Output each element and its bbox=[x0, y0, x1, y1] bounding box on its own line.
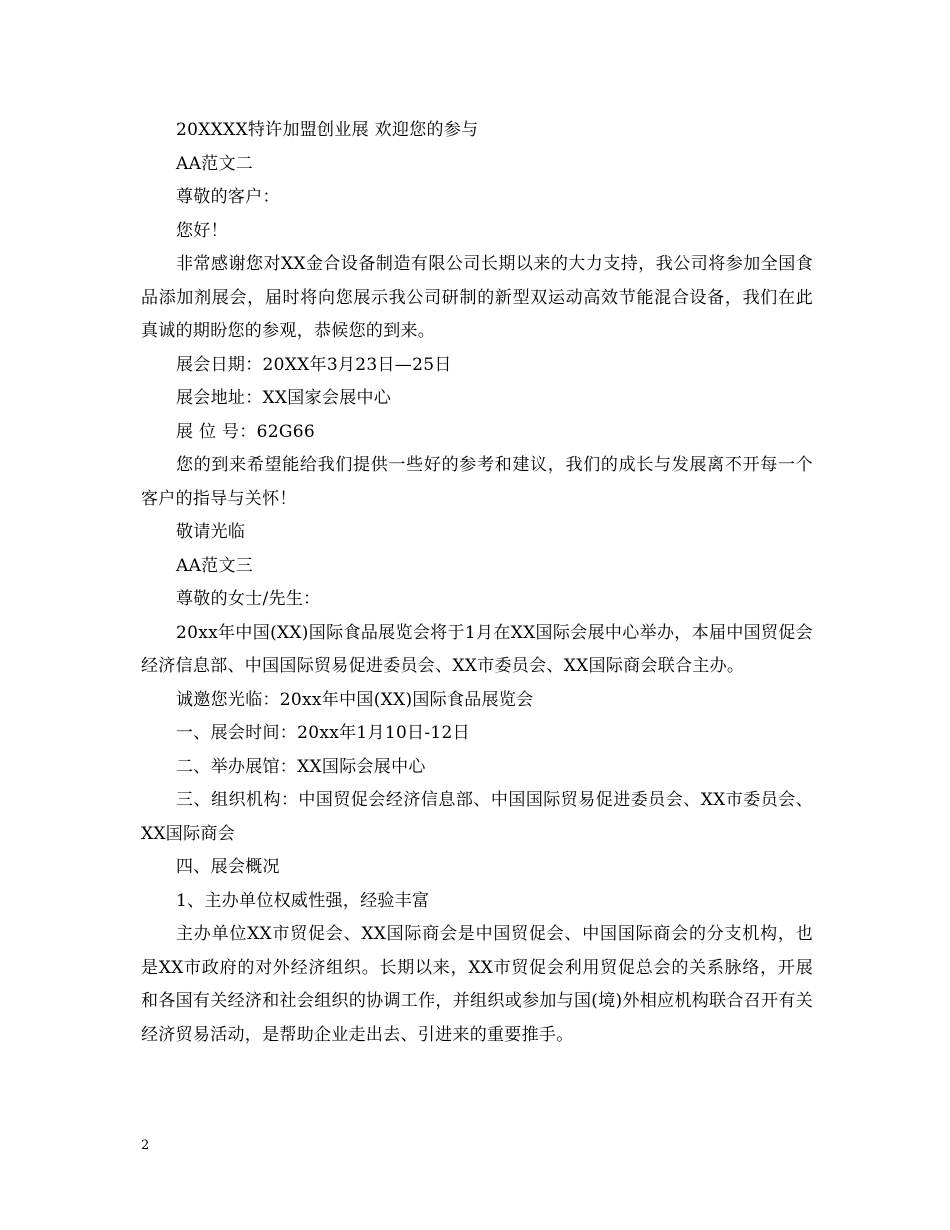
paragraph-booth-number: 展 位 号：62G66 bbox=[176, 421, 315, 442]
paragraph-closing: 敬请光临 bbox=[176, 522, 246, 542]
paragraph-feedback-request: 您的到来希望能给我们提供一些好的参考和建议，我们的成长与发展离不开每一个客户的指导与关怀！ bbox=[141, 455, 813, 509]
paragraph-salutation-2: 尊敬的女士/先生： bbox=[176, 589, 321, 609]
paragraph-greeting: 您好！ bbox=[176, 220, 228, 241]
paragraph-salutation: 尊敬的客户： bbox=[176, 187, 280, 207]
paragraph-expo-time: 一、展会时间：20xx年1月10日-12日 bbox=[176, 723, 470, 743]
paragraph-organizer-description: 主办单位XX市贸促会、XX国际商会是中国贸促会、中国国际商会的分支机构，也是XX市政府的对外经济组织。长期以来，XX市贸促会利用贸促总会的关系脉络，开展和各国有关经济和社会组织的协调工作，并组织或参加与国(境)外相应机构联合召开有关经济贸易活动，是帮助企业走出去、引进来的重要推手。 bbox=[141, 924, 813, 1045]
page-number: 2 bbox=[141, 1138, 150, 1153]
paragraph-section-heading-2: AA范文二 bbox=[176, 153, 254, 174]
paragraph-title-line: 20XXXX特许加盟创业展 欢迎您的参与 bbox=[176, 120, 479, 140]
paragraph-expo-intro: 20xx年中国(XX)国际食品展览会将于1月在XX国际会展中心举办，本届中国贸促会经济信息部、中国国际贸易促进委员会、XX市委员会、XX国际商会联合主办。 bbox=[141, 622, 813, 676]
paragraph-organizers: 三、组织机构：中国贸促会经济信息部、中国国际贸易促进委员会、XX市委员会、XX国际商会 bbox=[141, 790, 813, 844]
paragraph-section-heading-3: AA范文三 bbox=[176, 555, 254, 576]
paragraph-invitation-body: 非常感谢您对XX金合设备制造有限公司长期以来的大力支持，我公司将参加全国食品添加剂展会，届时将向您展示我公司研制的新型双运动高效节能混合设备，我们在此真诚的期盼您的参观，恭候您的到来。 bbox=[141, 254, 813, 341]
paragraph-invitation-line: 诚邀您光临：20xx年中国(XX)国际食品展览会 bbox=[176, 689, 534, 710]
paragraph-expo-venue: 二、举办展馆：XX国际会展中心 bbox=[176, 756, 426, 777]
paragraph-exhibition-date: 展会日期：20XX年3月23日—25日 bbox=[176, 354, 452, 375]
document-body bbox=[141, 114, 813, 1052]
paragraph-overview-heading: 四、展会概况 bbox=[176, 857, 280, 877]
paragraph-exhibition-address: 展会地址：XX国家会展中心 bbox=[176, 388, 392, 408]
paragraph-organizer-authority: 1、主办单位权威性强，经验丰富 bbox=[176, 890, 430, 911]
